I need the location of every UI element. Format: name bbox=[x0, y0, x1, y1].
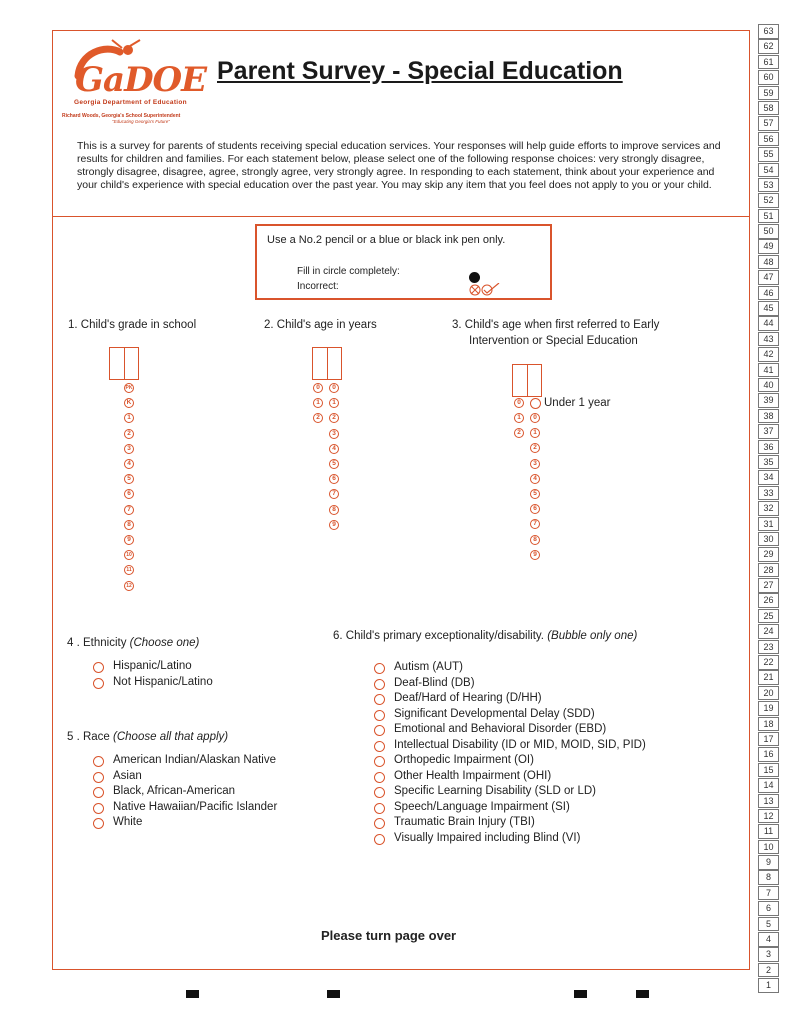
q5-option-label: Native Hawaiian/Pacific Islander bbox=[113, 800, 278, 813]
ruler-cell: 2 bbox=[758, 963, 779, 978]
ruler-cell: 52 bbox=[758, 193, 779, 208]
q1-bubble-12[interactable]: 12 bbox=[124, 581, 134, 591]
ruler-cell: 39 bbox=[758, 393, 779, 408]
q1-write-box[interactable] bbox=[109, 347, 139, 380]
q6-option-bubble[interactable] bbox=[374, 756, 385, 767]
q6-option-label: Other Health Impairment (OHI) bbox=[394, 769, 552, 782]
q6-option-bubble[interactable] bbox=[374, 663, 385, 674]
ruler-cell: 4 bbox=[758, 932, 779, 947]
q2-tens-bubble-0[interactable]: 0 bbox=[313, 383, 323, 393]
q5-option-bubble[interactable] bbox=[93, 818, 104, 829]
ruler-cell: 21 bbox=[758, 670, 779, 685]
ruler-cell: 6 bbox=[758, 901, 779, 916]
q2-tens-bubble-1[interactable]: 1 bbox=[313, 398, 323, 408]
ruler-cell: 9 bbox=[758, 855, 779, 870]
q3-label-line1: 3. Child's age when first referred to Early bbox=[452, 319, 660, 331]
ruler-cell: 40 bbox=[758, 378, 779, 393]
q6-option-bubble[interactable] bbox=[374, 710, 385, 721]
q3-ones-bubble-0[interactable]: 0 bbox=[530, 413, 540, 423]
ruler-cell: 36 bbox=[758, 440, 779, 455]
q5-option-bubble[interactable] bbox=[93, 756, 104, 767]
q1-bubble-4[interactable]: 4 bbox=[124, 459, 134, 469]
ruler-cell: 44 bbox=[758, 316, 779, 331]
ruler-cell: 58 bbox=[758, 101, 779, 116]
q6-option-bubble[interactable] bbox=[374, 725, 385, 736]
timing-mark bbox=[574, 990, 587, 998]
q2-write-box[interactable] bbox=[312, 347, 342, 380]
q1-bubble-2[interactable]: 2 bbox=[124, 429, 134, 439]
q1-bubble-k[interactable]: K bbox=[124, 398, 134, 408]
q4-option-label: Not Hispanic/Latino bbox=[113, 676, 213, 688]
q4-option-bubble[interactable] bbox=[93, 678, 104, 689]
ruler-cell: 37 bbox=[758, 424, 779, 439]
q1-bubble-5[interactable]: 5 bbox=[124, 474, 134, 484]
fill-instruction: Fill in circle completely: bbox=[297, 266, 400, 277]
q6-option-label: Speech/Language Impairment (SI) bbox=[394, 800, 570, 813]
q2-ones-bubble-4[interactable]: 4 bbox=[329, 444, 339, 454]
page-title: Parent Survey - Special Education bbox=[217, 57, 623, 85]
q1-label: 1. Child's grade in school bbox=[68, 319, 197, 331]
q2-ones-bubble-9[interactable]: 9 bbox=[329, 520, 339, 530]
ruler-cell: 42 bbox=[758, 347, 779, 362]
ruler-cell: 10 bbox=[758, 840, 779, 855]
ruler-cell: 32 bbox=[758, 501, 779, 516]
ruler-cell: 28 bbox=[758, 563, 779, 578]
ruler-cell: 33 bbox=[758, 486, 779, 501]
ruler-cell: 26 bbox=[758, 593, 779, 608]
ruler-cell: 15 bbox=[758, 763, 779, 778]
q5-label-text: 5 . Race bbox=[67, 731, 110, 743]
q2-ones-bubble-6[interactable]: 6 bbox=[329, 474, 339, 484]
q1-bubble-8[interactable]: 8 bbox=[124, 520, 134, 530]
q6-option-label: Emotional and Behavioral Disorder (EBD) bbox=[394, 723, 607, 735]
turn-page-note: Please turn page over bbox=[321, 928, 457, 943]
q6-option-label: Traumatic Brain Injury (TBI) bbox=[394, 816, 535, 828]
q6-option-label: Autism (AUT) bbox=[394, 661, 463, 673]
ruler-cell: 13 bbox=[758, 794, 779, 809]
ruler-cell: 29 bbox=[758, 547, 779, 562]
q4-label bbox=[67, 637, 199, 649]
logo-superintendent: Richard Woods, Georgia's School Superintendent bbox=[62, 113, 181, 119]
ruler-cell: 62 bbox=[758, 39, 779, 54]
ruler-cell: 31 bbox=[758, 517, 779, 532]
q5-option-bubble[interactable] bbox=[93, 772, 104, 783]
q4-option-bubble[interactable] bbox=[93, 662, 104, 673]
correct-mark-example-icon bbox=[469, 272, 480, 283]
ruler-cell: 1 bbox=[758, 978, 779, 993]
q3-ones-bubble-2[interactable]: 2 bbox=[530, 443, 540, 453]
ruler-cell: 11 bbox=[758, 824, 779, 839]
ruler-cell: 48 bbox=[758, 255, 779, 270]
q1-bubble-10[interactable]: 10 bbox=[124, 550, 134, 560]
ruler-cell: 25 bbox=[758, 609, 779, 624]
q5-option-bubble[interactable] bbox=[93, 787, 104, 798]
ruler-cell: 43 bbox=[758, 332, 779, 347]
q2-ones-bubble-1[interactable]: 1 bbox=[329, 398, 339, 408]
logo-brand: GaDOE bbox=[75, 60, 207, 100]
logo-agency: Georgia Department of Education bbox=[74, 99, 187, 106]
q3-label-line2: Intervention or Special Education bbox=[469, 335, 638, 347]
q1-bubble-pk[interactable]: PK bbox=[125, 385, 133, 391]
ruler-cell: 12 bbox=[758, 809, 779, 824]
ruler-cell: 18 bbox=[758, 717, 779, 732]
q3-ones-bubble-5[interactable]: 5 bbox=[530, 489, 540, 499]
q6-option-bubble[interactable] bbox=[374, 741, 385, 752]
ruler-cell: 61 bbox=[758, 55, 779, 70]
q2-ones-bubble-5[interactable]: 5 bbox=[329, 459, 339, 469]
q3-ones-bubble-4[interactable]: 4 bbox=[530, 474, 540, 484]
q2-ones-bubble-8[interactable]: 8 bbox=[329, 505, 339, 515]
ruler-cell: 38 bbox=[758, 409, 779, 424]
ruler-cell: 27 bbox=[758, 578, 779, 593]
pencil-instruction: Use a No.2 pencil or a blue or black ink pen only. bbox=[267, 234, 506, 246]
q6-option-bubble[interactable] bbox=[374, 803, 385, 814]
ruler-cell: 41 bbox=[758, 363, 779, 378]
ruler-cell: 51 bbox=[758, 209, 779, 224]
q6-option-bubble[interactable] bbox=[374, 834, 385, 845]
timing-mark bbox=[327, 990, 340, 998]
ruler-cell: 53 bbox=[758, 178, 779, 193]
timing-mark bbox=[636, 990, 649, 998]
ruler-cell: 60 bbox=[758, 70, 779, 85]
ruler-cell: 63 bbox=[758, 24, 779, 39]
timing-mark bbox=[186, 990, 199, 998]
q1-bubble-3[interactable]: 3 bbox=[124, 444, 134, 454]
ruler-cell: 34 bbox=[758, 470, 779, 485]
q6-option-bubble[interactable] bbox=[374, 787, 385, 798]
q3-ones-bubble-6[interactable]: 6 bbox=[530, 504, 540, 514]
incorrect-marks-icon bbox=[469, 283, 503, 297]
q6-option-label: Deaf/Hard of Hearing (D/HH) bbox=[394, 692, 542, 704]
q6-option-bubble[interactable] bbox=[374, 818, 385, 829]
q3-ones-bubble-7[interactable]: 7 bbox=[530, 519, 540, 529]
ruler-cell: 19 bbox=[758, 701, 779, 716]
q2-ones-bubble-0[interactable]: 0 bbox=[329, 383, 339, 393]
q6-option-label: Significant Developmental Delay (SDD) bbox=[394, 707, 595, 720]
q4-label-text: 4 . Ethnicity bbox=[67, 637, 127, 649]
q1-bubble-9[interactable]: 9 bbox=[124, 535, 134, 545]
ruler-cell: 5 bbox=[758, 917, 779, 932]
ruler-cell: 22 bbox=[758, 655, 779, 670]
q3-tens-bubble-1[interactable]: 1 bbox=[514, 413, 524, 423]
ruler-cell: 47 bbox=[758, 270, 779, 285]
line-number-ruler bbox=[758, 24, 779, 994]
ruler-cell: 54 bbox=[758, 163, 779, 178]
q5-option-label: American Indian/Alaskan Native bbox=[113, 754, 276, 766]
q1-bubble-6[interactable]: 6 bbox=[124, 489, 134, 499]
q4-hint: (Choose one) bbox=[129, 637, 200, 649]
ruler-cell: 23 bbox=[758, 640, 779, 655]
intro-paragraph: This is a survey for parents of students receiving special education services. Your responses will help guide efforts to improve services and results for children and families. For each statement below, please select one of the following response choices: very strongly disagree, strongly disagree, disagree, agree, strongly agree, very strongly agree. In responding to each statement, think about your experience and your child's experience with special education over the past year. You may skip any item that you feel does not apply to you or your child. bbox=[77, 140, 721, 191]
q3-write-box[interactable] bbox=[512, 364, 542, 397]
ruler-cell: 3 bbox=[758, 947, 779, 962]
ruler-cell: 46 bbox=[758, 286, 779, 301]
q6-option-label: Orthopedic Impairment (OI) bbox=[394, 754, 534, 766]
q1-bubble-7[interactable]: 7 bbox=[124, 505, 134, 515]
q3-ones-bubble-1[interactable]: 1 bbox=[530, 428, 540, 438]
q6-option-bubble[interactable] bbox=[374, 694, 385, 705]
logo-motto: "Educating Georgia's Future" bbox=[112, 119, 170, 124]
ruler-cell: 35 bbox=[758, 455, 779, 470]
instruction-box bbox=[255, 224, 552, 300]
q5-option-bubble[interactable] bbox=[93, 803, 104, 814]
ruler-cell: 17 bbox=[758, 732, 779, 747]
q6-hint: (Bubble only one) bbox=[547, 630, 638, 642]
ruler-cell: 55 bbox=[758, 147, 779, 162]
q2-ones-bubble-3[interactable]: 3 bbox=[329, 429, 339, 439]
ruler-cell: 59 bbox=[758, 86, 779, 101]
q3-under-one-label: Under 1 year bbox=[544, 397, 611, 409]
q3-tens-bubble-0[interactable]: 0 bbox=[514, 398, 524, 408]
incorrect-label: Incorrect: bbox=[297, 281, 339, 292]
q6-option-label: Specific Learning Disability (SLD or LD) bbox=[394, 785, 596, 797]
q6-option-label: Intellectual Disability (ID or MID, MOID, SID, PID) bbox=[394, 738, 646, 751]
q6-option-bubble[interactable] bbox=[374, 679, 385, 690]
q1-bubble-1[interactable]: 1 bbox=[124, 413, 134, 423]
q2-label: 2. Child's age in years bbox=[264, 319, 377, 331]
q4-option-label: Hispanic/Latino bbox=[113, 660, 192, 672]
q3-ones-bubble-9[interactable]: 9 bbox=[530, 550, 540, 560]
q2-ones-bubble-7[interactable]: 7 bbox=[329, 489, 339, 499]
q3-under-one-bubble[interactable] bbox=[530, 398, 541, 409]
q6-label-text: 6. Child's primary exceptionality/disability. bbox=[333, 630, 544, 642]
ruler-cell: 7 bbox=[758, 886, 779, 901]
ruler-cell: 45 bbox=[758, 301, 779, 316]
ruler-cell: 57 bbox=[758, 116, 779, 131]
q1-bubble-11[interactable]: 11 bbox=[124, 565, 134, 575]
q3-ones-bubble-3[interactable]: 3 bbox=[530, 459, 540, 469]
q6-label bbox=[333, 630, 637, 642]
q3-ones-bubble-8[interactable]: 8 bbox=[530, 535, 540, 545]
ruler-cell: 16 bbox=[758, 747, 779, 762]
q2-ones-bubble-2[interactable]: 2 bbox=[329, 413, 339, 423]
q5-label bbox=[67, 731, 228, 743]
q5-hint: (Choose all that apply) bbox=[113, 731, 229, 743]
ruler-cell: 20 bbox=[758, 686, 779, 701]
q2-tens-bubble-2[interactable]: 2 bbox=[313, 413, 323, 423]
ruler-cell: 50 bbox=[758, 224, 779, 239]
ruler-cell: 8 bbox=[758, 870, 779, 885]
ruler-cell: 56 bbox=[758, 132, 779, 147]
q5-option-label: White bbox=[113, 816, 143, 828]
ruler-cell: 49 bbox=[758, 239, 779, 254]
q6-option-label: Deaf-Blind (DB) bbox=[394, 676, 475, 689]
q3-tens-bubble-2[interactable]: 2 bbox=[514, 428, 524, 438]
ruler-cell: 14 bbox=[758, 778, 779, 793]
q6-option-label: Visually Impaired including Blind (VI) bbox=[394, 831, 581, 844]
q5-option-label: Black, African-American bbox=[113, 785, 236, 797]
header-divider bbox=[53, 216, 749, 217]
q5-option-label: Asian bbox=[113, 769, 142, 782]
q6-option-bubble[interactable] bbox=[374, 772, 385, 783]
ruler-cell: 24 bbox=[758, 624, 779, 639]
ruler-cell: 30 bbox=[758, 532, 779, 547]
